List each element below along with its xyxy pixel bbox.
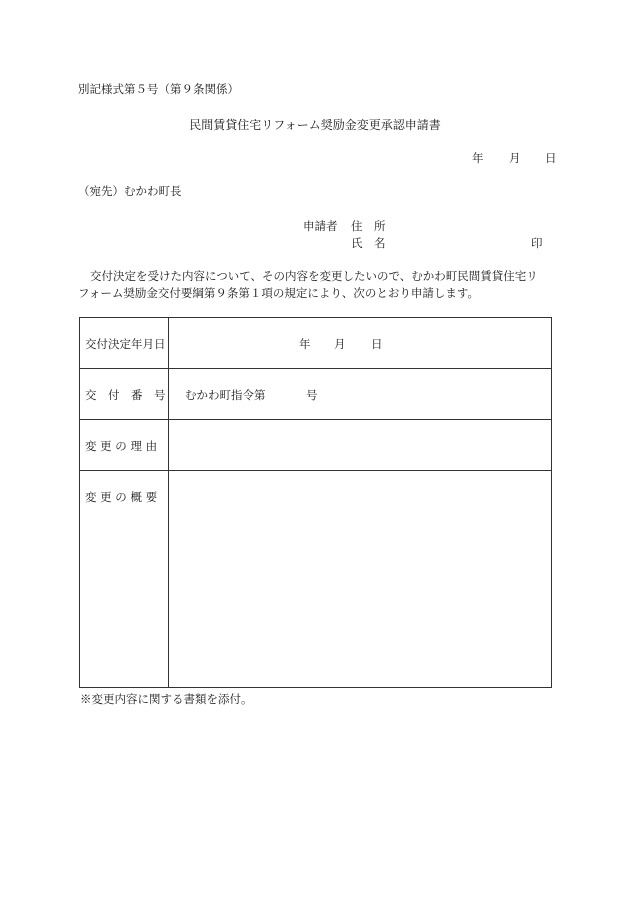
table-row-change-reason xyxy=(80,420,551,471)
table-row-grant-number xyxy=(80,369,551,420)
grant-number-field[interactable] xyxy=(169,369,551,419)
change-details-table xyxy=(79,317,552,688)
applicant-name-label: 氏 名 xyxy=(351,236,386,250)
applicant-label: 申請者 xyxy=(303,219,338,233)
grant-number-suffix: 号 xyxy=(306,388,318,402)
grant-number-label: 交 付 番 号 xyxy=(85,388,166,402)
change-reason-label: 変 更 の 理 由 xyxy=(85,439,158,453)
applicant-block xyxy=(0,219,630,259)
change-reason-field[interactable] xyxy=(169,420,551,470)
date-day-label: 日 xyxy=(545,151,557,165)
document-title: 民間賃貸住宅リフォーム奨励金変更承認申請書 xyxy=(189,118,441,132)
decision-date-field[interactable] xyxy=(169,318,551,368)
attachment-note: ※変更内容に関する書類を添付。 xyxy=(80,692,253,706)
application-statement xyxy=(78,268,538,302)
table-row-decision-date xyxy=(80,318,551,369)
statement-line-2: フォーム奨励金交付要綱第９条第１項の規定により、次のとおり申請します。 xyxy=(78,286,480,300)
seal-mark: 印 xyxy=(531,236,543,250)
addressee: （宛先）むかわ町長 xyxy=(78,184,182,198)
decision-month-label: 月 xyxy=(334,337,346,351)
decision-year-label: 年 xyxy=(299,337,311,351)
date-month-label: 月 xyxy=(509,151,521,165)
decision-date-label: 交付決定年月日 xyxy=(85,337,166,351)
grant-number-prefix: むかわ町指令第 xyxy=(185,388,266,402)
form-number: 別記様式第５号（第９条関係） xyxy=(78,82,239,96)
date-year-label: 年 xyxy=(472,151,484,165)
statement-line-1: 交付決定を受けた内容について、その内容を変更したいので、むかわ町民間賃貸住宅リ xyxy=(90,269,538,283)
decision-day-label: 日 xyxy=(371,337,383,351)
change-summary-field[interactable] xyxy=(169,471,551,687)
applicant-address-label: 住 所 xyxy=(351,219,386,233)
table-row-change-summary xyxy=(80,471,551,687)
change-summary-label: 変 更 の 概 要 xyxy=(85,490,158,504)
